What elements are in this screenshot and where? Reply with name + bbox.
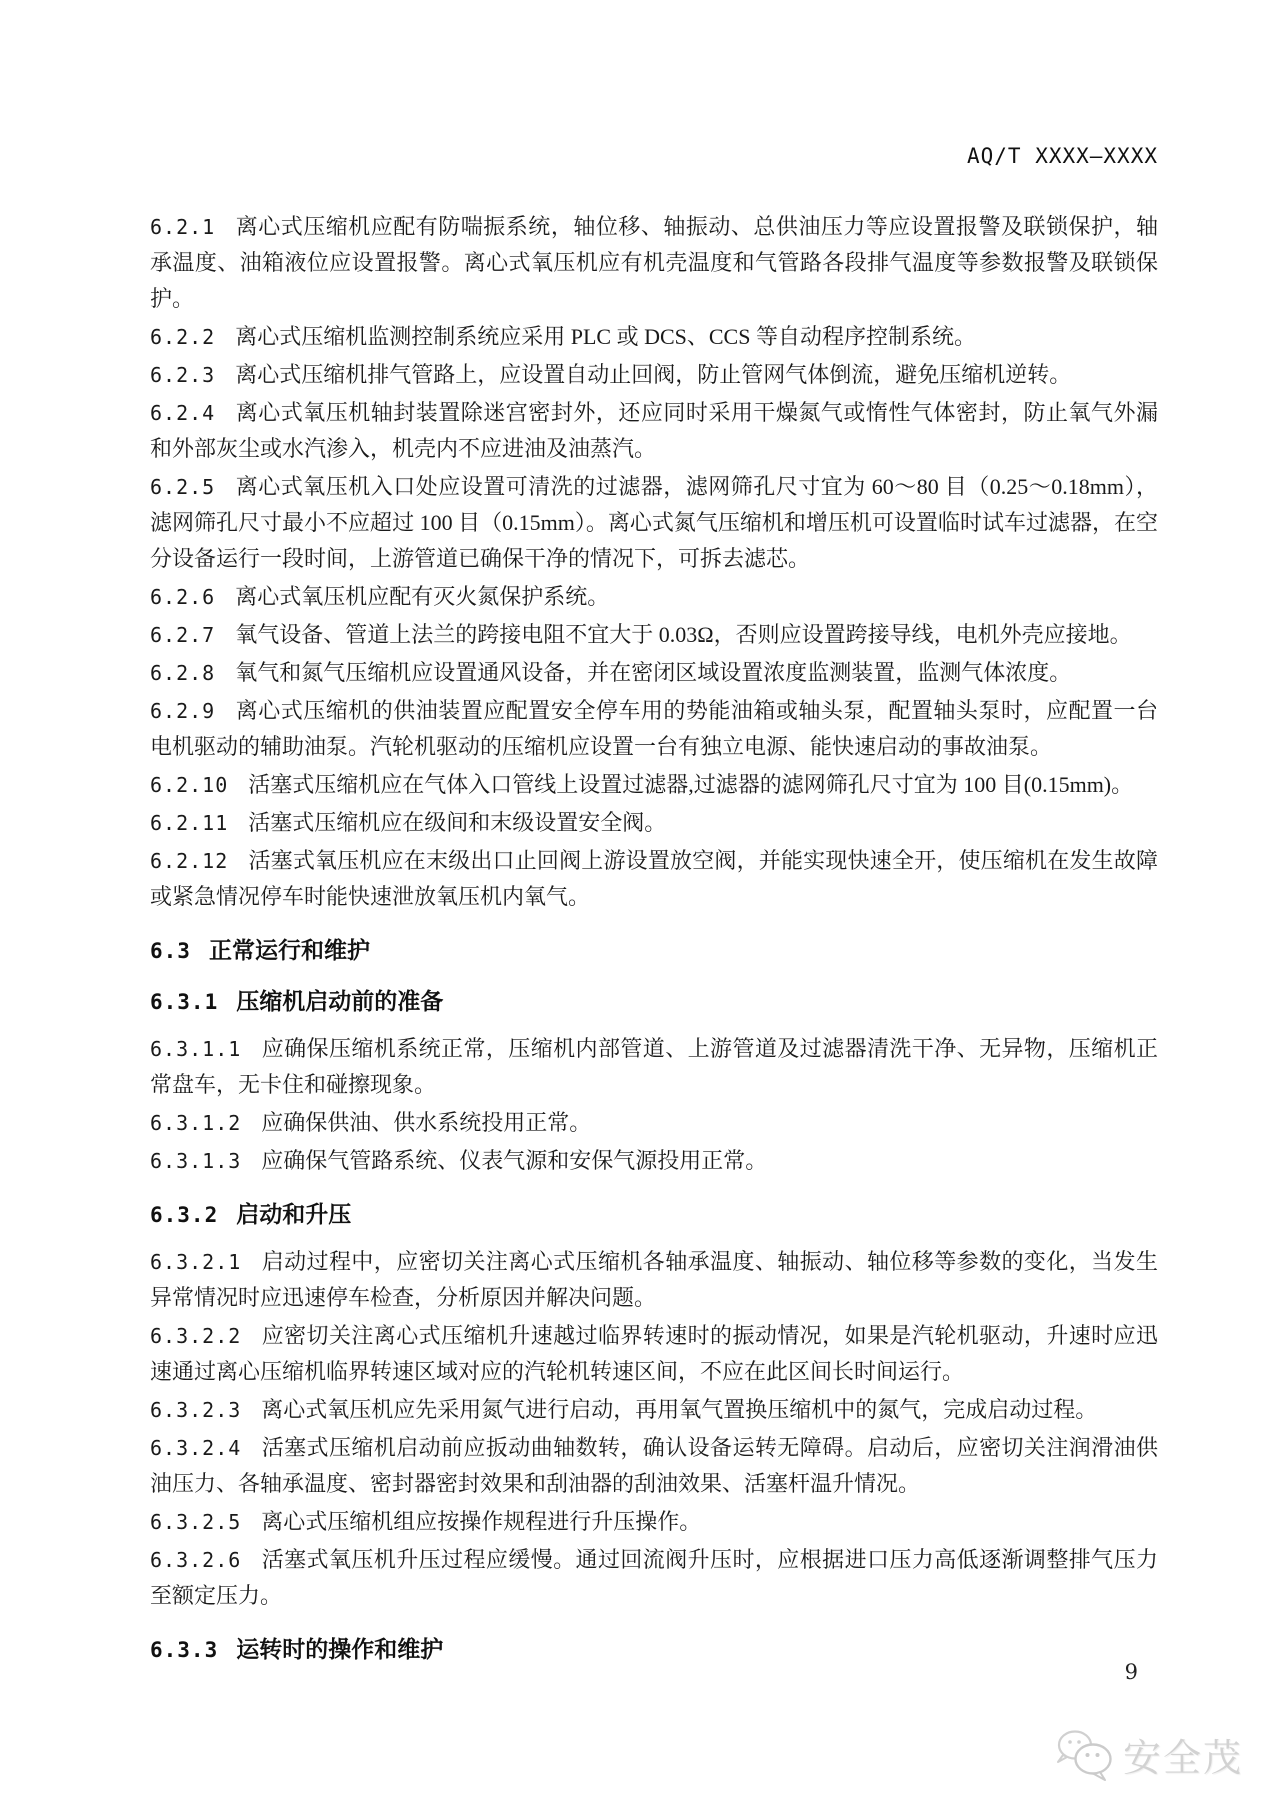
clause-6.2.9 bbox=[150, 693, 1158, 765]
clause-6.3.2.2 bbox=[150, 1318, 1158, 1390]
clause-6.3.2.5 bbox=[150, 1504, 1158, 1540]
clause-text: 启动和升压 bbox=[236, 1201, 352, 1227]
clause-number: 6.2.4 bbox=[150, 401, 216, 425]
clause-6.3.1.1 bbox=[150, 1031, 1158, 1103]
clause-text: 正常运行和维护 bbox=[208, 937, 370, 963]
page-number: 9 bbox=[1124, 1660, 1138, 1684]
section-heading-6.3.2 bbox=[150, 1199, 1158, 1230]
clause-text: 应确保压缩机系统正常，压缩机内部管道、上游管道及过滤器清洗干净、无异物，压缩机正常盘车，无卡住和碰擦现象。 bbox=[150, 1036, 1158, 1097]
clause-text: 离心式氧压机轴封装置除迷宫密封外，还应同时采用干燥氮气或惰性气体密封，防止氧气外漏和外部灰尘或水汽渗入，机壳内不应进油及油蒸汽。 bbox=[150, 400, 1158, 461]
clause-number: 6.3 bbox=[150, 939, 191, 963]
clause-6.3.2.3 bbox=[150, 1392, 1158, 1428]
clause-6.2.12 bbox=[150, 843, 1158, 915]
clause-6.3.1.2 bbox=[150, 1105, 1158, 1141]
section-heading-6.3.3 bbox=[150, 1634, 1158, 1665]
clause-number: 6.2.8 bbox=[150, 661, 216, 685]
clause-number: 6.2.9 bbox=[150, 699, 216, 723]
clause-text: 离心式压缩机组应按操作规程进行升压操作。 bbox=[261, 1509, 702, 1534]
clause-number: 6.2.12 bbox=[150, 849, 229, 873]
clause-text: 离心式氧压机入口处应设置可清洗的过滤器，滤网筛孔尺寸宜为 60～80 目（0.25～0.18mm），滤网筛孔尺寸最小不应超过 100 目（0.15mm）。离心式氮气压缩机和增压机可设置临时试车过滤器，在空分设备运行一段时间，上游管道已确保干净的情况下，可拆去滤芯。 bbox=[150, 474, 1158, 571]
clause-number: 6.3.1.2 bbox=[150, 1111, 242, 1135]
clause-number: 6.2.11 bbox=[150, 811, 229, 835]
clause-text: 氧气设备、管道上法兰的跨接电阻不宜大于 0.03Ω，否则应设置跨接导线，电机外壳应接地。 bbox=[235, 622, 1132, 647]
section-heading-6.3.1 bbox=[150, 986, 1158, 1017]
clause-number: 6.3.2.1 bbox=[150, 1250, 242, 1274]
clause-number: 6.2.6 bbox=[150, 585, 216, 609]
clause-number: 6.3.2.5 bbox=[150, 1510, 242, 1534]
clause-text: 氧气和氮气压缩机应设置通风设备，并在密闭区域设置浓度监测装置，监测气体浓度。 bbox=[235, 660, 1072, 685]
wechat-icon bbox=[1053, 1728, 1117, 1782]
clause-number: 6.2.5 bbox=[150, 475, 216, 499]
clause-6.2.11 bbox=[150, 805, 1158, 841]
clause-text: 活塞式压缩机应在气体入口管线上设置过滤器,过滤器的滤网筛孔尺寸宜为 100 目(0.15mm)。 bbox=[248, 772, 1134, 797]
clause-text: 应密切关注离心式压缩机升速越过临界转速时的振动情况，如果是汽轮机驱动，升速时应迅速通过离心压缩机临界转速区域对应的汽轮机转速区间，不应在此区间长时间运行。 bbox=[150, 1323, 1158, 1384]
clause-number: 6.3.3 bbox=[150, 1638, 219, 1662]
clause-6.2.8 bbox=[150, 655, 1158, 691]
clause-number: 6.2.7 bbox=[150, 623, 216, 647]
clause-6.3.2.4 bbox=[150, 1430, 1158, 1502]
clause-text: 离心式氧压机应先采用氮气进行启动，再用氧气置换压缩机中的氮气，完成启动过程。 bbox=[261, 1397, 1098, 1422]
clause-text: 离心式压缩机应配有防喘振系统，轴位移、轴振动、总供油压力等应设置报警及联锁保护，轴承温度、油箱液位应设置报警。离心式氧压机应有机壳温度和气管路各段排气温度等参数报警及联锁保护。 bbox=[150, 214, 1158, 311]
clause-number: 6.3.1.1 bbox=[150, 1037, 242, 1061]
clause-text: 离心式氧压机应配有灭火氮保护系统。 bbox=[235, 584, 610, 609]
clause-text: 活塞式压缩机启动前应扳动曲轴数转，确认设备运转无障碍。启动后，应密切关注润滑油供油压力、各轴承温度、密封器密封效果和刮油器的刮油效果、活塞杆温升情况。 bbox=[150, 1435, 1158, 1496]
section-heading-6.3 bbox=[150, 935, 1158, 966]
clause-text: 应确保气管路系统、仪表气源和安保气源投用正常。 bbox=[261, 1148, 768, 1173]
clause-number: 6.3.2.3 bbox=[150, 1398, 242, 1422]
clause-text: 运转时的操作和维护 bbox=[236, 1636, 444, 1662]
clause-text: 活塞式氧压机升压过程应缓慢。通过回流阀升压时，应根据进口压力高低逐渐调整排气压力至额定压力。 bbox=[150, 1547, 1158, 1608]
clause-text: 应确保供油、供水系统投用正常。 bbox=[261, 1110, 592, 1135]
watermark bbox=[1053, 1727, 1243, 1782]
clause-number: 6.3.1 bbox=[150, 990, 219, 1014]
clause-number: 6.3.2.2 bbox=[150, 1324, 242, 1348]
clause-6.3.2.6 bbox=[150, 1542, 1158, 1614]
clause-text: 离心式压缩机监测控制系统应采用 PLC 或 DCS、CCS 等自动程序控制系统。 bbox=[235, 324, 976, 349]
clause-text: 活塞式氧压机应在末级出口止回阀上游设置放空阀，并能实现快速全开，使压缩机在发生故障或紧急情况停车时能快速泄放氧压机内氧气。 bbox=[150, 848, 1158, 909]
clause-number: 6.3.2.6 bbox=[150, 1548, 242, 1572]
clause-number: 6.3.1.3 bbox=[150, 1149, 242, 1173]
watermark-text: 安全茂 bbox=[1122, 1738, 1243, 1780]
clause-6.2.3 bbox=[150, 357, 1158, 393]
clause-number: 6.3.2.4 bbox=[150, 1436, 242, 1460]
clause-number: 6.2.1 bbox=[150, 215, 216, 239]
clause-number: 6.2.10 bbox=[150, 773, 229, 797]
clause-number: 6.2.3 bbox=[150, 363, 216, 387]
clause-6.2.4 bbox=[150, 395, 1158, 467]
clause-text: 压缩机启动前的准备 bbox=[236, 988, 444, 1014]
clause-6.3.2.1 bbox=[150, 1244, 1158, 1316]
clause-6.2.6 bbox=[150, 579, 1158, 615]
clause-text: 离心式压缩机的供油装置应配置安全停车用的势能油箱或轴头泵，配置轴头泵时，应配置一台电机驱动的辅助油泵。汽轮机驱动的压缩机应设置一台有独立电源、能快速启动的事故油泵。 bbox=[150, 698, 1158, 759]
clause-6.2.10 bbox=[150, 767, 1158, 803]
clause-6.2.5 bbox=[150, 469, 1158, 577]
clause-6.2.2 bbox=[150, 319, 1158, 355]
standard-number: AQ/T XXXX—XXXX bbox=[966, 144, 1158, 168]
clause-6.2.1 bbox=[150, 209, 1158, 317]
clause-6.2.7 bbox=[150, 617, 1158, 653]
page-header bbox=[150, 143, 1158, 169]
clause-6.3.1.3 bbox=[150, 1143, 1158, 1179]
clause-number: 6.2.2 bbox=[150, 325, 216, 349]
clause-text: 活塞式压缩机应在级间和末级设置安全阀。 bbox=[248, 810, 667, 835]
clause-text: 启动过程中，应密切关注离心式压缩机各轴承温度、轴振动、轴位移等参数的变化，当发生异常情况时应迅速停车检查，分析原因并解决问题。 bbox=[150, 1249, 1158, 1310]
clause-text: 离心式压缩机排气管路上，应设置自动止回阀，防止管网气体倒流，避免压缩机逆转。 bbox=[235, 362, 1072, 387]
clause-number: 6.3.2 bbox=[150, 1203, 219, 1227]
document-body bbox=[150, 209, 1158, 1665]
